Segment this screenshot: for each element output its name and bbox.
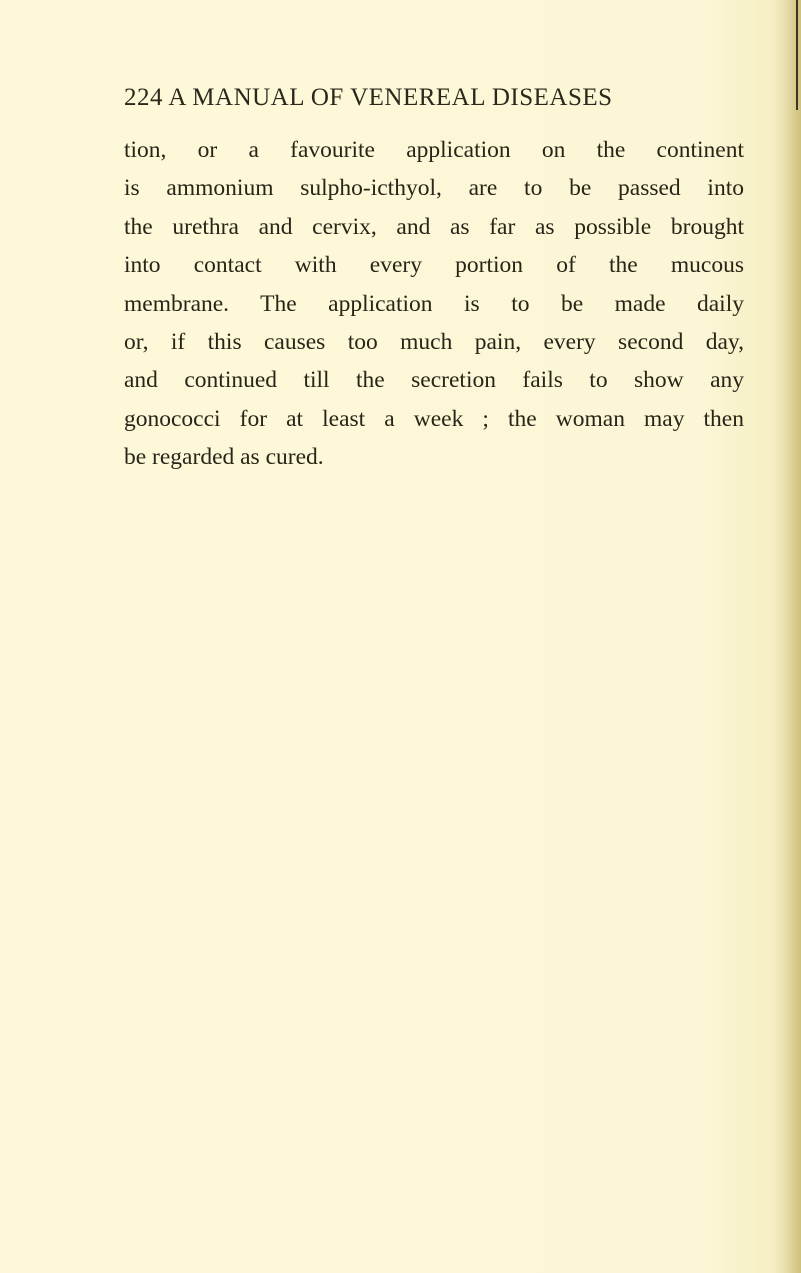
body-paragraph — [124, 131, 744, 477]
text-line: is ammonium sulpho-icthyol, are to be passed into — [124, 175, 744, 202]
text-line: into contact with every portion of the mucous — [124, 252, 744, 279]
text-line: and continued till the secretion fails to show any — [124, 367, 744, 394]
text-line: gonococci for at least a week ; the woman may then — [124, 405, 744, 432]
page-edge-line — [796, 0, 798, 110]
text-line: be regarded as cured. — [124, 444, 324, 471]
text-line: the urethra and cervix, and as far as possible brought — [124, 213, 744, 240]
text-line: tion, or a favourite application on the continent — [124, 137, 744, 163]
text-line: or, if this causes too much pain, every second day, — [124, 328, 744, 355]
text-line: membrane. The application is to be made daily — [124, 290, 744, 317]
page-edge-shadow — [775, 0, 801, 1273]
running-head: 224 A MANUAL OF VENEREAL DISEASES — [124, 84, 613, 111]
